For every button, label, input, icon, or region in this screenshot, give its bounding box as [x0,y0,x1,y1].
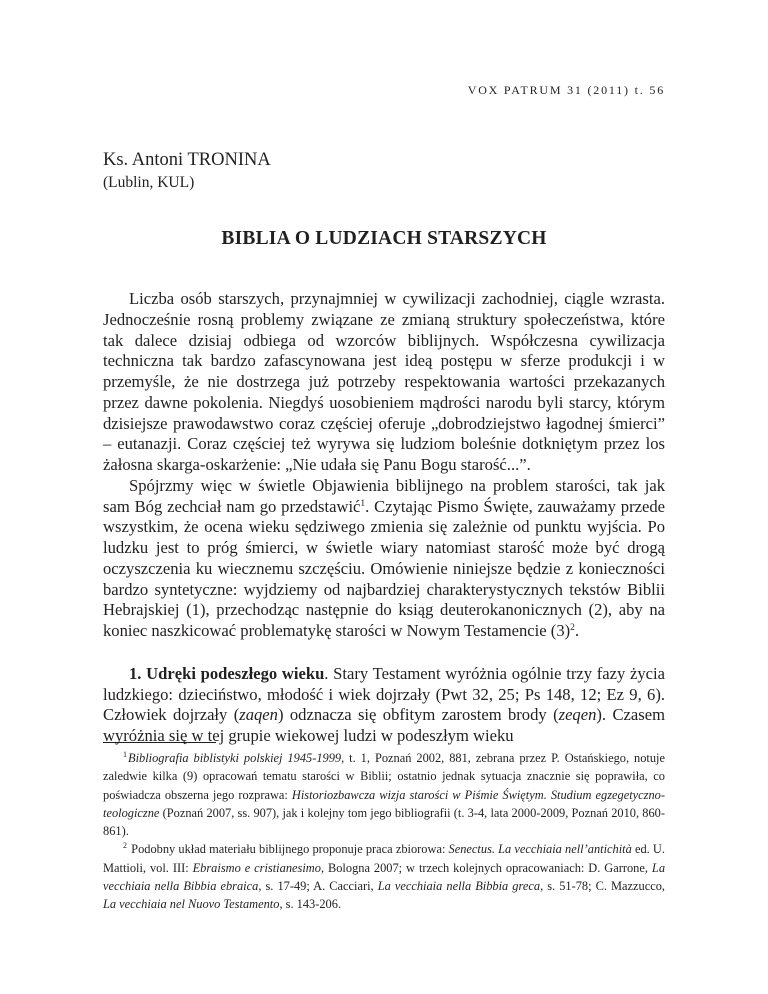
footnote-1-mark: 1 [123,750,127,759]
footnote-2 [103,840,665,913]
footnote-2-text-3: , Bologna 2007; w trzech kolejnych opracowaniach: D. Garrone, [320,860,652,875]
footnote-2-text-2: ed. U. Mattioli, vol. III: [103,842,665,875]
term-zeqen: zeqen [558,705,597,725]
footnote-2-title-2: Ebraismo e cristianesimo [192,860,321,875]
footnote-2-text-1: Podobny układ materiału biblijnego proponuje praca zbiorowa: [131,842,449,857]
section-1-heading: 1. Udręki podeszłego wieku [129,663,325,683]
footnote-2-text-6: , s. 143-206. [279,897,342,912]
footnote-ref-2[interactable]: 2 [570,623,575,633]
author-name: Ks. Antoni TRONINA [103,150,271,170]
footnote-1-text-2: (Poznań 2007, ss. 907), jak i kolejny tom jego bibliografii (t. 3-4, lata 2000-2009, Poznań 2010, 860-861). [103,805,665,839]
author-affiliation: (Lublin, KUL) [103,174,195,191]
section-1-text-b: ) odznacza się obfitym zarostem brody ( [277,705,559,725]
paragraph-2 [103,476,665,642]
paragraph-2-text-a: Spójrzmy więc w świetle Objawienia biblijnego na problem starości, tak jak sam Bóg zechciał nam go przedstawić [103,475,665,516]
paragraph-2-text-c: . [574,621,580,640]
footnote-2-mark: 2 [123,841,127,851]
footnotes [103,749,665,914]
footnote-2-title-3: La vecchiaia nella Bibbia ebraica [103,860,666,894]
section-1-paragraph [103,664,665,747]
article-body [103,289,665,747]
footnote-1 [103,749,665,840]
footnote-separator [103,742,216,743]
footnote-1-title-1: Bibliografia biblistyki polskiej 1945-1999 [128,751,342,765]
footnote-1-text-1: , t. 1, Poznań 2002, 881, zebrana przez P. Ostańskiego, notuje zaledwie kilka (9) opracowań tematu starości w Biblii; ostatnio jednak sytuacja znacznie się poprawiła, co poświadcza obszerna jego rozprawa: [103,751,665,802]
footnote-2-title-5: La vecchiaia nel Nuovo Testamento [103,897,280,912]
paragraph-2-text-b: . Czytając Pismo Święte, zauważamy przede wszystkim, że ocena wieku sędziwego zmienia się zależnie od punktu wyjścia. Po ludzku jest to próg śmierci, w świetle wiary natomiast starość może być drogą oczyszczenia ku wiecznemu szczęściu. Omówienie niniejsze będzie z konieczności bardzo syntetyczne: wyjdziemy od najbardziej charakterystycznych tekstów Biblii Hebrajskiej (1), przechodząc następnie do ksiąg deuterokanonicznych (2), aby na koniec naszkicować problematykę starości w Nowym Testamencie (3) [103,496,665,640]
article-title: BIBLIA O LUDZIACH STARSZYCH [221,228,547,249]
footnote-2-text-5: , s. 51-78; C. Mazzucco, [540,879,666,894]
paragraph-1: Liczba osób starszych, przynajmniej w cywilizacji zachodniej, ciągle wzrasta. Jednocześnie rosną problemy związane ze zmianą struktury społeczeństwa, które tak dalece dzisiaj odbiega od wzorców biblijnych. Współczesna cywilizacja techniczna tak bardzo zafascynowana jest ideą postępu w sferze produkcji i w przemyśle, że nie dostrzega już potrzeby respektowania wartości przekazanych przez dawne pokolenia. Niegdyś uosobieniem mądrości narodu byli starcy, którym dzisiejsze prawodawstwo coraz częściej oferuje „dobrodziejstwo łagodnej śmierci” – eutanazji. Coraz częściej też wyrywa się ludziom boleśnie dotkniętym przez los żałosna skarga-oskarżenie: „Nie udała się Panu Bogu starość...”. [103,289,665,474]
footnote-1-title-2: Historiozbawcza wizja starości w Piśmie Świętym. Studium egzegetyczno-teologiczne [103,787,665,820]
footnote-2-title-4: La vecchiaia nella Bibbia greca [377,879,541,894]
footnote-2-text-4: , s. 17-49; A. Cacciari, [258,879,378,894]
footnote-2-title-1: Senectus. La vecchiaia nell’antichità [448,842,632,857]
section-1-text-c: ). Czasem wyróżnia się w tej grupie wiekowej ludzi w podeszłym wieku [103,705,665,745]
section-1-text-a: . Stary Testament wyróżnia ogólnie trzy fazy życia ludzkiego: dzieciństwo, młodość i wiek dojrzały (Pwt 32, 25; Ps 148, 12; Ez 9, 6). Człowiek dojrzały ( [103,663,665,725]
running-head: VOX PATRUM 31 (2011) t. 56 [467,83,665,97]
footnote-ref-1[interactable]: 1 [360,498,366,509]
term-zaqen: zaqen [239,705,278,725]
